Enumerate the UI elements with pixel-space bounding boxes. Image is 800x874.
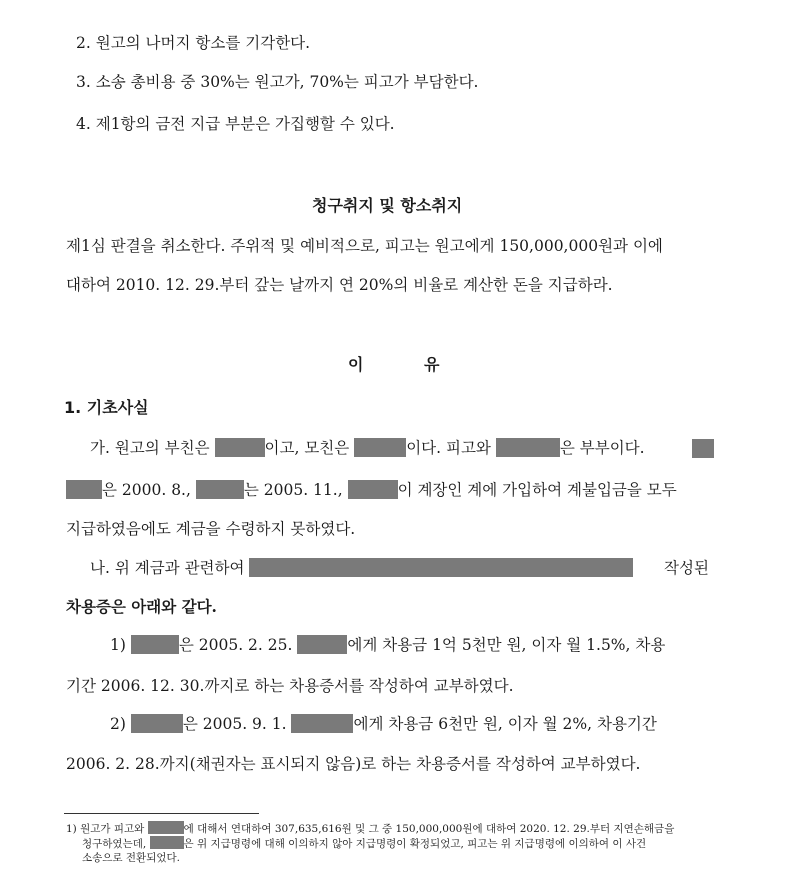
reason-heading-right: 유 <box>424 355 440 374</box>
text: 은 2000. 8., <box>102 481 196 499</box>
paragraph-ga-line-1 <box>90 437 645 459</box>
item-1-line-2: 기간 2006. 12. 30.까지로 하는 차용증서를 작성하여 교부하였다. <box>66 677 514 695</box>
item-1-line-1 <box>110 634 665 656</box>
redaction <box>496 438 560 457</box>
text: 은 2005. 9. 1. <box>182 715 292 733</box>
redaction <box>215 438 265 457</box>
text: 1) 원고가 피고와 <box>66 823 148 835</box>
redaction <box>249 558 633 577</box>
order-item-2: 2. 원고의 나머지 항소를 기각한다. <box>76 34 311 52</box>
footnote-line-2 <box>82 836 646 851</box>
claim-line-1: 제1심 판결을 취소한다. 주위적 및 예비적으로, 피고는 원고에게 150,000,000원과 이에 <box>66 237 663 255</box>
paragraph-na-line-1 <box>90 557 633 579</box>
item-2-line-1 <box>110 713 657 735</box>
text: 이다. 피고와 <box>406 439 496 457</box>
claim-line-2: 대하여 2010. 12. 29.부터 갚는 날까지 연 20%의 비율로 계산한 돈을 지급하라. <box>66 276 613 294</box>
paragraph-na-line-1-end: 작성된 <box>664 559 709 577</box>
text: 은 부부이다. <box>559 439 645 457</box>
text: 2) <box>110 715 131 733</box>
redaction <box>66 480 102 499</box>
redaction <box>196 480 244 499</box>
reason-heading-left: 이 <box>348 355 364 374</box>
redaction <box>297 635 347 654</box>
text: 에 대해서 연대하여 307,635,616원 및 그 중 150,000,000원에 대하여 2020. 12. 29.부터 지연손해금을 <box>183 823 675 835</box>
paragraph-ga-line-3: 지급하였음에도 계금을 수령하지 못하였다. <box>66 520 356 538</box>
text: 청구하였는데, <box>82 838 150 850</box>
footnote-line-1 <box>66 821 674 836</box>
redaction <box>150 836 184 849</box>
order-item-4: 4. 제1항의 금전 지급 부분은 가집행할 수 있다. <box>76 115 395 133</box>
footnote-divider <box>64 813 259 814</box>
redaction <box>692 439 714 458</box>
redaction <box>131 635 179 654</box>
order-item-3: 3. 소송 총비용 중 30%는 원고가, 70%는 피고가 부담한다. <box>76 73 479 91</box>
text: 이 계장인 계에 가입하여 계불입금을 모두 <box>397 481 677 499</box>
text: 는 2005. 11., <box>243 481 348 499</box>
redaction <box>348 480 398 499</box>
text: 이고, 모친은 <box>264 439 355 457</box>
redaction <box>354 438 406 457</box>
claim-heading: 청구취지 및 항소취지 <box>312 196 463 215</box>
text: 1) <box>110 636 131 654</box>
paragraph-ga-line-2 <box>66 479 677 501</box>
item-2-line-2: 2006. 2. 28.까지(채권자는 표시되지 않음)로 하는 차용증서를 작성하여 교부하였다. <box>66 755 641 773</box>
text: 에게 차용금 6천만 원, 이자 월 2%, 차용기간 <box>353 715 657 733</box>
text: 은 위 지급명령에 대해 이의하지 않아 지급명령이 확정되었고, 피고는 위 지급명령에 이의하여 이 사건 <box>183 838 647 850</box>
redaction <box>148 821 184 834</box>
section-basic-facts: 1. 기초사실 <box>64 398 149 417</box>
footnote-line-3: 소송으로 전환되었다. <box>82 852 180 864</box>
text: 나. 위 계금과 관련하여 <box>90 559 250 577</box>
redaction <box>291 714 353 733</box>
text: 에게 차용금 1억 5천만 원, 이자 월 1.5%, 차용 <box>347 636 666 654</box>
text: 가. 원고의 부친은 <box>90 439 215 457</box>
paragraph-na-line-2: 차용증은 아래와 같다. <box>66 597 217 616</box>
text: 은 2005. 2. 25. <box>178 636 298 654</box>
redaction <box>131 714 183 733</box>
